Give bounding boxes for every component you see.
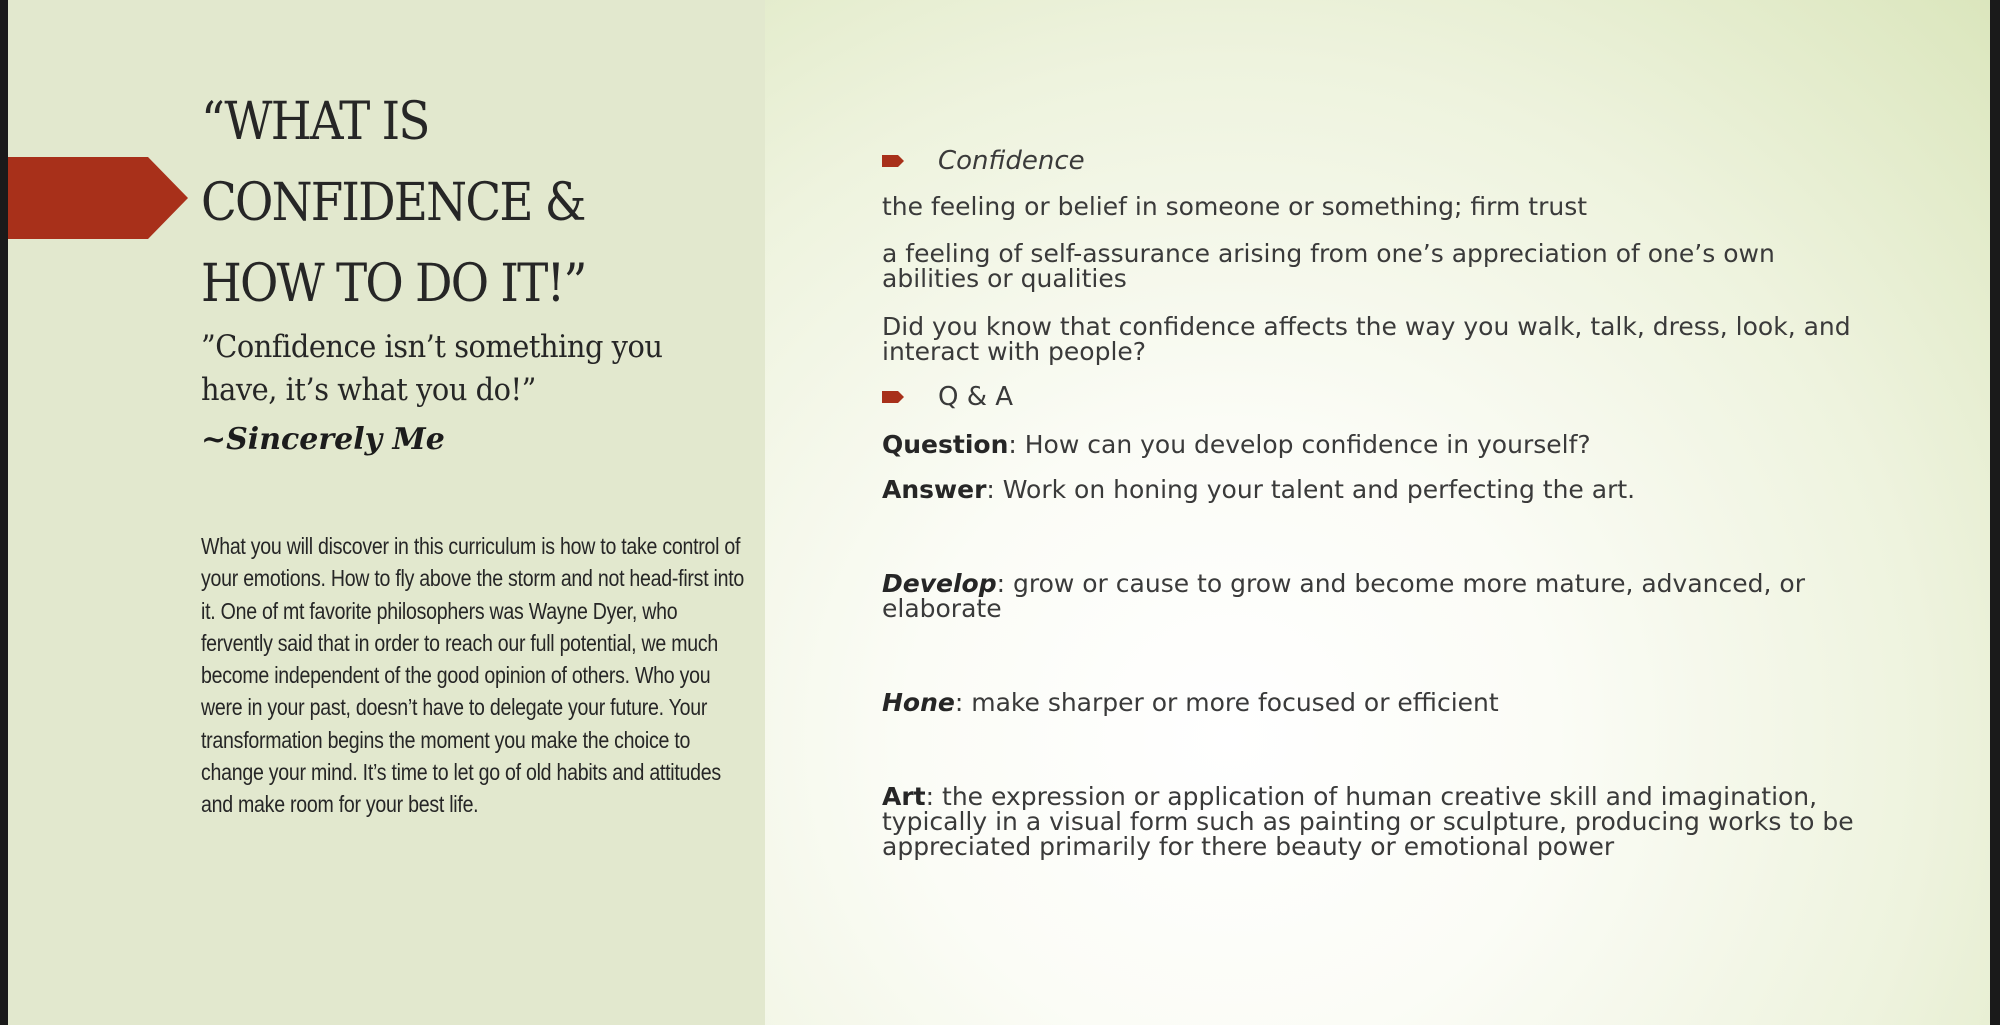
develop-definition (882, 571, 1882, 621)
signature: ~Sincerely Me (201, 422, 445, 457)
hone-label: Hone (882, 688, 955, 717)
question-text: : How can you develop confidence in yourself? (1008, 430, 1591, 459)
slide (8, 0, 1990, 1025)
arrow-tab-shape (8, 157, 188, 239)
develop-label: Develop (882, 569, 997, 598)
develop-text: : grow or cause to grow and become more mature, advanced, or elaborate (882, 569, 1805, 623)
answer-text: : Work on honing your talent and perfecting the art. (986, 475, 1636, 504)
answer-label: Answer (882, 475, 987, 504)
bullet-label: Q & A (938, 382, 1014, 412)
title-line: CONFIDENCE & (201, 173, 585, 233)
definition-1: the feeling or belief in someone or something; firm trust (882, 192, 1588, 221)
intro-paragraph: What you will discover in this curriculum is how to take control of your emotions. How to fly above the storm and not head-first into it. One of mt favorite philosophers was Wayne Dyer, who fervently said that in order to reach our full potential, we much become independent of the good opinion of others. Who you were in your past, doesn’t have to delegate your future. Your transformation begins the moment you make the choice to change your mind. It’s time to let go of old habits and attitudes and make room for your best life. (201, 533, 745, 818)
question-line (882, 432, 1882, 457)
art-label: Art (882, 782, 926, 811)
answer-line (882, 477, 1882, 502)
title-line: HOW TO DO IT!” (201, 254, 586, 314)
quote-line: ”Confidence isn’t something you (201, 329, 663, 365)
bullet-label: Confidence (938, 146, 1085, 176)
question-label: Question (882, 430, 1009, 459)
title-line: “WHAT IS (201, 92, 429, 152)
did-you-know: Did you know that confidence affects the way you walk, talk, dress, look, and interact with people? (882, 312, 1851, 366)
definition-2: a feeling of self-assurance arising from one’s appreciation of one’s own abilities or qualities (882, 239, 1775, 293)
arrow-bullet-icon (882, 155, 904, 167)
art-text: : the expression or application of human creative skill and imagination, typically in a visual form such as painting or sculpture, producing works to be appreciated primarily for there beauty or emotional power (882, 782, 1854, 861)
slide-title (201, 82, 705, 325)
arrow-bullet-icon (882, 391, 904, 403)
hone-definition (882, 690, 1882, 715)
art-definition (882, 784, 1882, 859)
quote (201, 326, 722, 412)
hone-text: : make sharper or more focused or efficient (954, 688, 1499, 717)
quote-line: have, it’s what you do!” (201, 372, 536, 408)
